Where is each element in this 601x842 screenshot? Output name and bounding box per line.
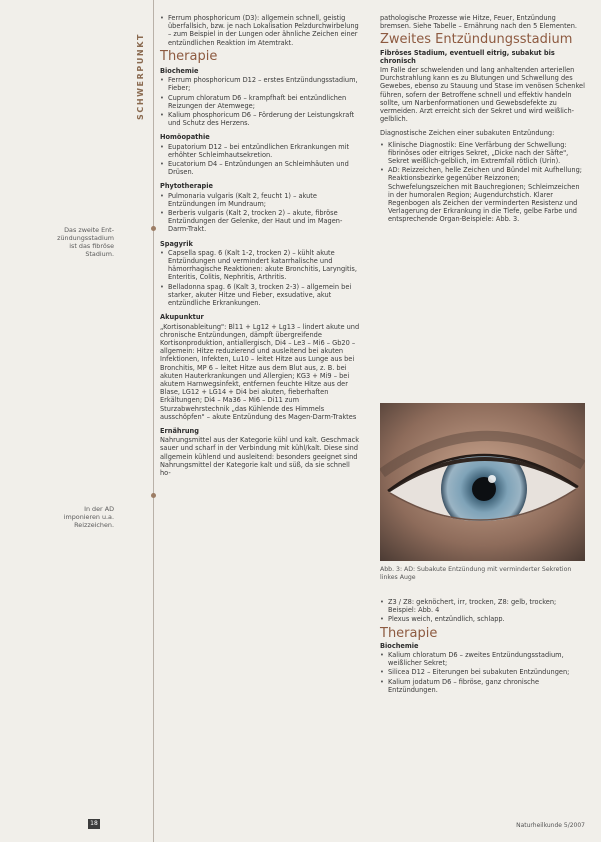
margin-note-ad: In der AD imponieren u.a. Reizzeichen. [63,505,114,529]
margin-dot-icon [151,226,156,231]
page-number: 18 [88,819,100,829]
list-item: • Kalium jodatum D6 – fibröse, ganz chronische Entzündungen. [380,678,585,694]
list-item: • Kalium chloratum D6 – zweites Entzündungsstadium, weißlicher Sekret; [380,651,585,667]
phyto-list [160,192,360,234]
biochemie-heading: Biochemie [160,67,199,76]
intro-text: pathologische Prozesse wie Hitze, Feuer, Entzündung bremsen. Siehe Tabelle – Ernährung nach den 5 Elementen. [380,14,577,31]
homoeopathie-heading: Homöopathie [160,133,210,142]
ad-list [380,598,585,624]
left-column [160,14,360,480]
list-item: • Ferrum phosphoricum D12 – erstes Entzündungsstadium, Fieber; [160,76,360,92]
list-item: • Ferrum phosphoricum (D3): allgemein schnell, geistig überfallsich, bzw. je nach Lokalisation Pelzdurchwirbelung – zum Beispiel in der Lungen oder ähnliche Zeichen einer entzündlichen Reaktion im Atemtrakt. [160,14,360,47]
right-column-lower [380,598,585,695]
margin-dot-icon [151,493,156,498]
list-item: • Cuprum chloratum D6 – krampfhaft bei entzündlichen Reizungen der Atemwege; [160,94,360,110]
stage2-paragraph: Im Falle der schwelenden und lang anhaltenden arteriellen Durchstrahlung kann es zu Blutungen und Schwellung des Gewebes, ebenso zu Stauung und Stase im venösen Schenkel führen, sofern der Betroffene schnell und effektiv handeln sollte, um Narbenformationen und Gewebsdefekte zu vermeiden. Arzt erreicht sich der Sekret und wird weißlich-gelblich. [380,66,585,124]
biochemie-heading-right: Biochemie [380,641,419,650]
list-item: • Z3 / Z8: geknöchert, irr, trocken, Z8: gelb, trocken; Beispiel: Abb. 4 [380,598,585,614]
margin-note-stage: Das zweite Ent- zündungsstadium ist das fibröse Stadium. [57,226,114,258]
side-label: SCHWERPUNKT [136,32,145,120]
therapy-heading-right: Therapie [380,625,438,641]
list-item: • Pulmonaria vulgaris (Kalt 2, feucht 1) – akute Entzündungen im Mundraum; [160,192,360,208]
spagyrik-list [160,249,360,307]
eye-image-icon [380,403,585,561]
list-item: • Eucatorium D4 – Entzündungen an Schleimhäuten und Drüsen. [160,160,360,176]
biochemie-list-right [380,651,585,694]
right-column [380,14,585,225]
akupunktur-heading: Akupunktur [160,313,204,322]
column-divider [153,0,154,842]
diagnosis-intro: Diagnostische Zeichen einer subakuten Entzündung: [380,129,555,138]
ernaehrung-heading: Ernährung [160,426,199,435]
ernaehrung-text: Nahrungsmittel aus der Kategorie kühl und kalt. Geschmack sauer und scharf in der Verbindung mit kühl/kalt. Diese sind allgemein kühlend und ausleitend: besonders geeignet sind Nahrungsmittel der Kategorie kalt und süß, da sie schnell ho- [160,436,360,477]
eye-photo [380,403,585,561]
list-item: • Berberis vulgaris (Kalt 2, trocken 2) – akute, fibröse Entzündungen der Gelenke, der Haut und im Magen-Darm-Trakt. [160,209,360,234]
list-item: • Belladonna spag. 6 (Kalt 3, trocken 2-3) – allgemein bei starker, akuter Hitze und Fieber, exsudative, akut entzündliche Erkrankungen. [160,283,360,308]
list-item: • Kalium phosphoricum D6 – Förderung der Leistungskraft und Schutz des Herzens. [160,111,360,127]
list-item: • Klinische Diagnostik: Eine Verfärbung der Schwellung: fibrinöses oder eitriges Sekret, „Dicke nach der Säfte", Sekret weißlich-gelblich, im Extremfall rötlich (Urin). [380,141,585,166]
stage2-heading: Zweites Entzündungsstadium [380,32,573,48]
photo-caption: Abb. 3: AD: Subakute Entzündung mit verminderter Sekretion linkes Auge [380,566,572,581]
homoeopathie-list [160,143,360,177]
list-item: • Silicea D12 – Eiterungen bei subakuten Entzündungen; [380,668,585,676]
list-item: • AD: Reizzeichen, helle Zeichen und Bündel mit Aufhellung; Reaktionsbezirke gegenüber Reizzonen; Schwefelungszeichen mit Bauchregionen; Schleimzeichen in der humoralen Region; Augendurchstich. Klarer Regenbogen als Zeichen der verminderten Resistenz und Verlagerung der Erkrankung in die Tiefe, gelbe Farbe und entsprechende Organ-Beispiele: Abb. 3. [380,166,585,223]
margin-column [0,0,118,842]
phyto-heading: Phytotherapie [160,182,213,191]
list-item: • Plexus weich, entzündlich, schlapp. [380,615,585,623]
diagnosis-list [380,141,585,224]
spagyrik-heading: Spagyrik [160,239,193,248]
akupunktur-text: „Kortisonableitung": Bl11 + Lg12 + Lg13 – lindert akute und chronische Entzündungen, dämpft übergreifende Kortisonproduktion, antiallergisch, Di4 – Le3 – Mi6 – Gb20 – allgemein: Hitze reduzierend und ausleitend bei akuten Infektionen, Infekten, Lu10 – leitet Hitze aus Lunge aus bei Bronchitis, MP 6 – leitet Hitze aus dem Blut aus, z. B. bei akuten Hauterkrankungen und Allergien; KG3 + Mi9 – bei akutem Harnwegsinfekt, entfernen feuchte Hitze aus der Blase, LG12 + LG14 + Di4 bei akuten, fieberhaften Erkältungen; Di4 – Ma36 – Mi6 – Di11 zum Sturzabwehrstechnik „das Kühlende des Himmels ausschöpfen" – akute Entzündung des Magen-Darm-Traktes [160,322,360,421]
biochemie-list [160,76,360,127]
list-item: • Eupatorium D12 – bei entzündlichen Erkrankungen mit erhöhter Schleimhautsekretion. [160,143,360,159]
stage2-subheading: Fibröses Stadium, eventuell eitrig, subakut bis chronisch [380,48,555,65]
footer-text: Naturheilkunde 5/2007 [516,822,585,829]
therapy-heading: Therapie [160,48,218,64]
intro-list [160,14,360,47]
list-item: • Capsella spag. 6 (Kalt 1-2, trocken 2) – kühlt akute Entzündungen und vermindert katarrhalische und hämorrhagische Reaktionen: akute Bronchitis, Laryngitis, Enteritis, Colitis, Nephritis, Arthritis. [160,249,360,282]
